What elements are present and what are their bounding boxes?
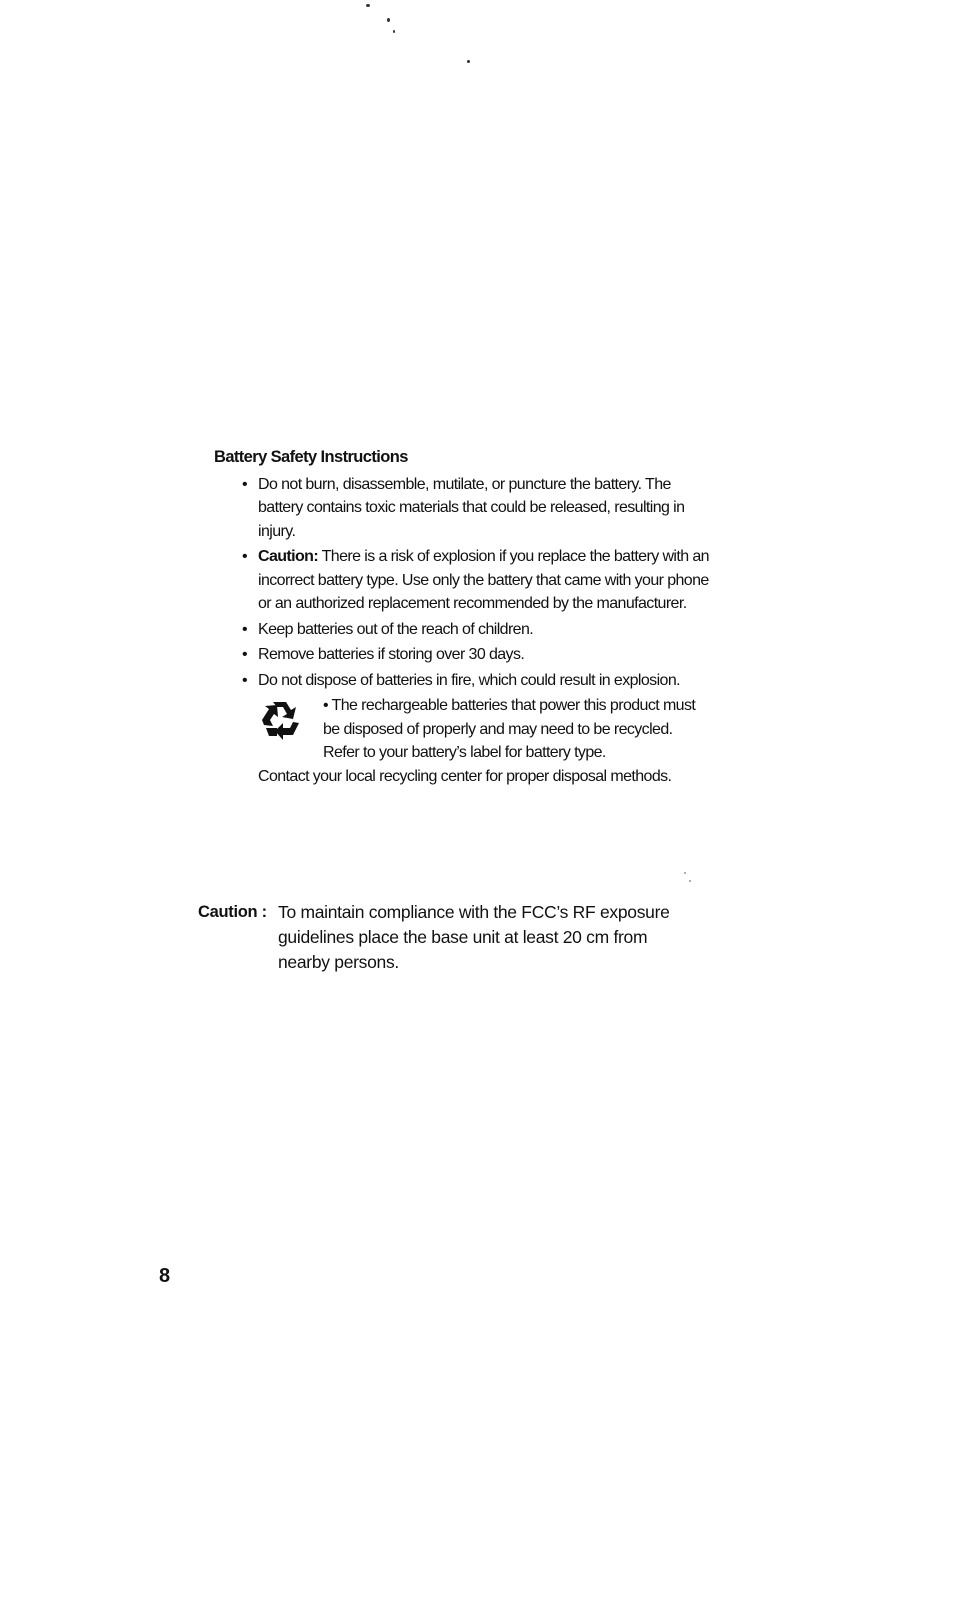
bullet-text: There is a risk of explosion if you replace the battery with an incorrect battery type. Use only the battery that came with your phone or an authorized replacement recommended by the manufacturer. <box>258 548 709 612</box>
scan-speck <box>684 872 686 874</box>
recycle-text: • The rechargeable batteries that power this product must be disposed of properly and may need to be recycled. Refer to your battery’s label for battery type. <box>323 697 696 761</box>
list-item <box>242 618 714 642</box>
list-item <box>242 669 714 693</box>
bullet-glyph: • <box>242 646 248 663</box>
bullet-glyph: • <box>242 671 248 689</box>
scan-speck <box>689 880 691 882</box>
battery-safety-section <box>214 446 714 788</box>
bullet-text: Do not dispose of batteries in fire, which could result in explosion. <box>258 671 680 689</box>
caution-lead: Caution: <box>258 548 319 565</box>
list-item <box>242 545 714 616</box>
bullet-text: Keep batteries out of the reach of children. <box>258 620 534 638</box>
fcc-caution <box>198 900 718 975</box>
section-title: Battery Safety Instructions <box>214 448 408 466</box>
list-item <box>242 473 714 544</box>
recycle-icon <box>260 698 302 740</box>
bullet-text: Do not burn, disassemble, mutilate, or puncture the battery. The battery contains toxic materials that could be released, resulting in injury. <box>258 475 685 540</box>
safety-bullet-list <box>214 473 714 693</box>
bullet-glyph: • <box>242 475 248 493</box>
list-item <box>242 643 714 667</box>
bullet-glyph: • <box>242 620 248 638</box>
page-number: 8 <box>159 1265 171 1287</box>
recycle-contact-text: Contact your local recycling center for proper disposal methods. <box>258 767 672 785</box>
scan-speck <box>366 4 370 7</box>
fcc-caution-text: To maintain compliance with the FCC’s RF exposure guidelines place the base unit at least 20 cm from nearby persons. <box>278 902 670 972</box>
scan-speck <box>393 30 395 33</box>
fcc-caution-label: Caution : <box>198 903 267 921</box>
bullet-text: Remove batteries if storing over 30 days. <box>258 646 525 663</box>
recycle-notice <box>214 694 714 788</box>
bullet-glyph: • <box>242 548 248 565</box>
scan-speck <box>387 18 390 22</box>
scan-speck <box>467 60 470 63</box>
